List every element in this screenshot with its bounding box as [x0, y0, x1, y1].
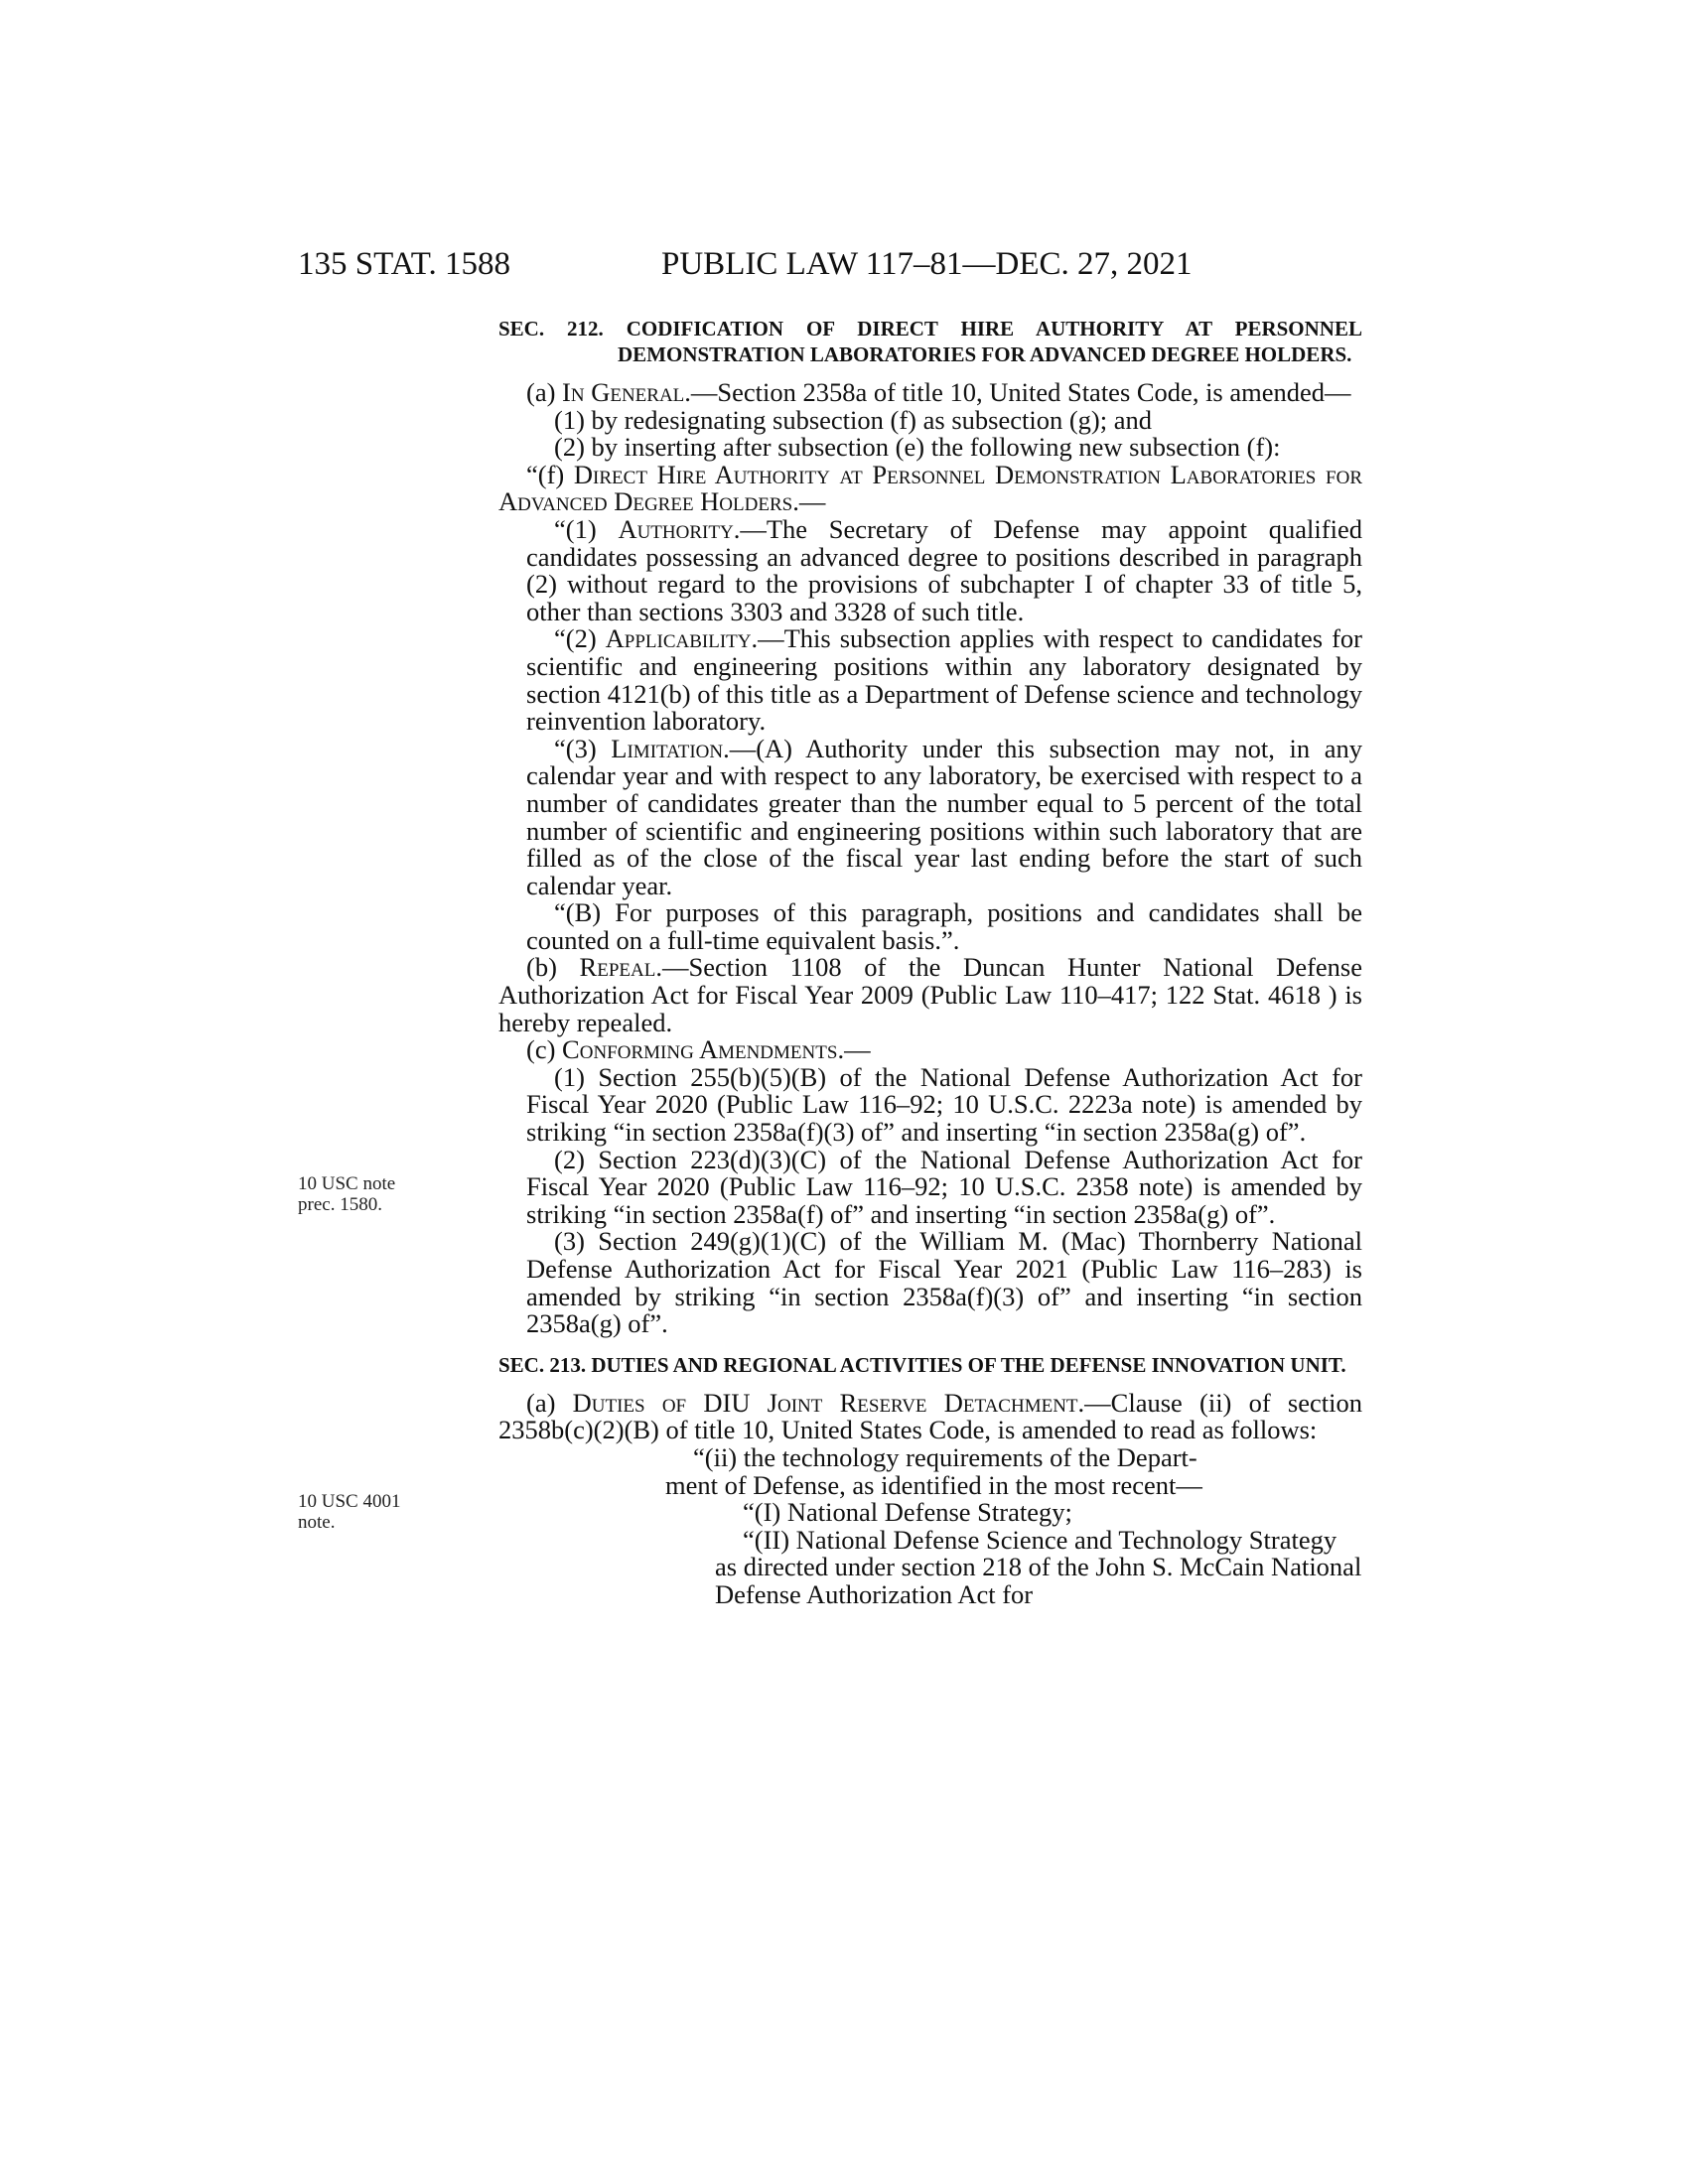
- margin-note-line: note.: [298, 1512, 336, 1533]
- paragraph-c2: (2) Section 223(d)(3)(C) of the National Defense Authorization Act for Fiscal Year 2020 (Public Law 116–92; 10 U.S.C. 2358 note) is amended by striking “in section 2358a(f) of” and inserting “in section 2358a(g) of”.: [526, 1144, 1362, 1229]
- dash: .—: [792, 486, 826, 517]
- statute-citation: 135 STAT. 1588: [298, 246, 511, 282]
- text: .—Section 1108 of the Duncan Hunter National Defense Authorization Act for Fiscal Year 2009 (Public Law 110–417; 122 Stat. 4618 ) is hereby repealed.: [498, 952, 1362, 1037]
- subsection-c-heading: [498, 1036, 1362, 1064]
- label: “(1): [554, 513, 619, 544]
- caption: Duties of DIU Joint Reserve Detachment: [572, 1387, 1078, 1418]
- paragraph-a2: (2) by inserting after subsection (e) the following new subsection (f):: [554, 432, 1281, 463]
- text: .—Section 2358a of title 10, United States Code, is amended—: [684, 377, 1351, 407]
- paragraph-a1: (1) by redesignating subsection (f) as subsection (g); and: [554, 404, 1152, 435]
- section-213-heading: SEC. 213. DUTIES AND REGIONAL ACTIVITIES OF THE DEFENSE INNOVATION UNIT.: [498, 1352, 1346, 1377]
- label: “(f): [526, 459, 574, 489]
- text: .—Clause (ii) of section 2358b(c)(2)(B) of title 10, United States Code, is amended to read as follows:: [498, 1387, 1362, 1445]
- document-body: [498, 316, 1362, 1609]
- subsection-a: [498, 379, 1362, 407]
- label: (b): [526, 952, 580, 983]
- subclause-I: “(I) National Defense Strategy;: [743, 1497, 1072, 1528]
- margin-note-line: 10 USC 4001: [298, 1491, 401, 1512]
- paragraph-c3: (3) Section 249(g)(1)(C) of the William M. (Mac) Thornberry National Defense Authorization Act for Fiscal Year 2021 (Public Law 116–283) is amended by striking “in section 2358a(f)(3) of” and inserting “in section 2358a(g) of”.: [526, 1226, 1362, 1339]
- public-law-line: PUBLIC LAW 117–81—DEC. 27, 2021: [661, 246, 1193, 282]
- paragraph-c1: (1) Section 255(b)(5)(B) of the National Defense Authorization Act for Fiscal Year 2020 (Public Law 116–92; 10 U.S.C. 2223a note) is amended by striking “in section 2358a(f)(3) of” and inserting “in section 2358a(g) of”.: [526, 1061, 1362, 1148]
- margin-note-usc-4001: [298, 1491, 447, 1533]
- subclause-II: “(II) National Defense Science and Technology Strategy as directed under section 218 of the John S. McCain National Defense Authorization Act for: [715, 1524, 1362, 1609]
- text: .—The Secretary of Defense may appoint qualified candidates possessing an advanced degree to positions described in paragraph (2) without regard to the provisions of subchapter I of chapter 33 of title 5, other than sections 3303 and 3328 of such title.: [526, 513, 1362, 626]
- page-header: [298, 246, 1362, 292]
- paragraph-f1: [498, 513, 1362, 626]
- paragraph-f3b: “(B) For purposes of this paragraph, positions and candidates shall be counted on a full-time equivalent basis.”.: [526, 897, 1362, 955]
- margin-note-usc-prec-1580: [298, 1173, 447, 1215]
- label: (a): [526, 377, 563, 407]
- label: (a): [526, 1387, 573, 1418]
- label: (c): [526, 1034, 563, 1065]
- subsection-213-a: [498, 1387, 1362, 1445]
- paragraph-f3: [498, 733, 1362, 900]
- clause-ii: [498, 1441, 1362, 1500]
- clause-ii-rest: ment of Defense, as identified in the most recent—: [665, 1469, 1202, 1500]
- label: “(3): [554, 733, 612, 763]
- subsection-f-heading: [498, 459, 1362, 517]
- text: .—This subsection applies with respect to candidates for scientific and engineering positions within any laboratory designated by section 4121(b) of this title as a Department of Defense science and technology reinvention laboratory.: [526, 623, 1362, 737]
- label: “(2): [554, 623, 606, 654]
- caption: Limitation: [611, 733, 724, 763]
- margin-note-line: prec. 1580.: [298, 1194, 382, 1215]
- clause-ii-first-line: “(ii) the technology requirements of the Depart-: [693, 1441, 1197, 1472]
- caption: Repeal: [579, 952, 656, 983]
- caption: Applicability: [605, 623, 752, 654]
- paragraph-f2: [498, 625, 1362, 735]
- section-212-heading: SEC. 212. CODIFICATION OF DIRECT HIRE AUTHORITY AT PERSONNEL DEMONSTRATION LABORATORIES FOR ADVANCED DEGREE HOLDERS.: [498, 317, 1362, 366]
- caption: In General: [562, 377, 685, 407]
- subsection-b: [498, 954, 1362, 1036]
- margin-note-line: 10 USC note: [298, 1173, 396, 1194]
- caption: Authority: [618, 513, 734, 544]
- dash: .—: [837, 1034, 871, 1065]
- text: .—(A) Authority under this subsection may not, in any calendar year and with respect to any laboratory, be exercised with respect to a number of candidates greater than the number equal to 5 percent of the total number of scientific and engineering positions within such laboratory that are filled as of the close of the fiscal year last ending before the start of such calendar year.: [526, 733, 1362, 900]
- caption: Conforming Amendments: [562, 1034, 838, 1065]
- caption: Direct Hire Authority at Personnel Demonstration Laboratories for Advanced Degree Holders: [498, 459, 1362, 517]
